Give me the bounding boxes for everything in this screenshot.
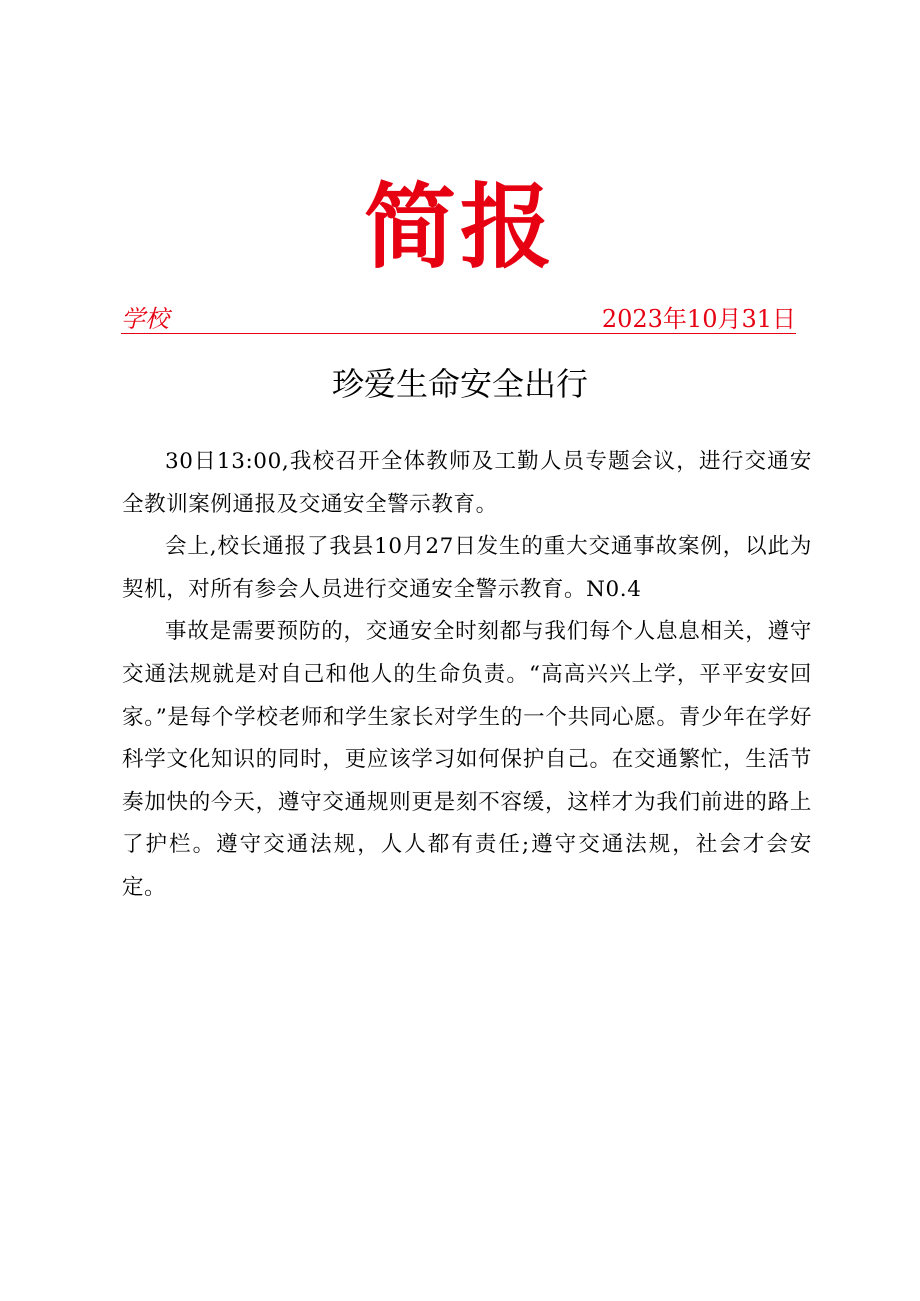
issue-date: 2023年10月31日 [601, 305, 796, 333]
paragraph: 会上,校长通报了我县10月27日发生的重大交通事故案例，以此为契机，对所有参会人员进行交通安全警示教育。N0.4 [122, 534, 812, 602]
masthead-title: 简报 [363, 174, 556, 281]
school-name: 学校 [121, 305, 169, 333]
article-body [122, 441, 812, 910]
paragraph: 30日13:00,我校召开全体教师及工勤人员专题会议，进行交通安全教训案例通报及交通安全警示教育。 [122, 449, 812, 517]
article-title: 珍爱生命安全出行 [331, 365, 588, 403]
issue-info-line [121, 305, 796, 334]
paragraph: 事故是需要预防的，交通安全时刻都与我们每个人息息相关，遵守交通法规就是对自己和他人的生命负责。“高高兴兴上学，平平安安回家。”是每个学校老师和学生家长对学生的一个共同心愿。青少年在学好科学文化知识的同时，更应该学习如何保护自己。在交通繁忙，生活节奏加快的今天，遵守交通规则更是刻不容缓，这样才为我们前进的路上了护栏。遵守交通法规，人人都有责任;遵守交通法规，社会才会安定。 [122, 619, 812, 900]
